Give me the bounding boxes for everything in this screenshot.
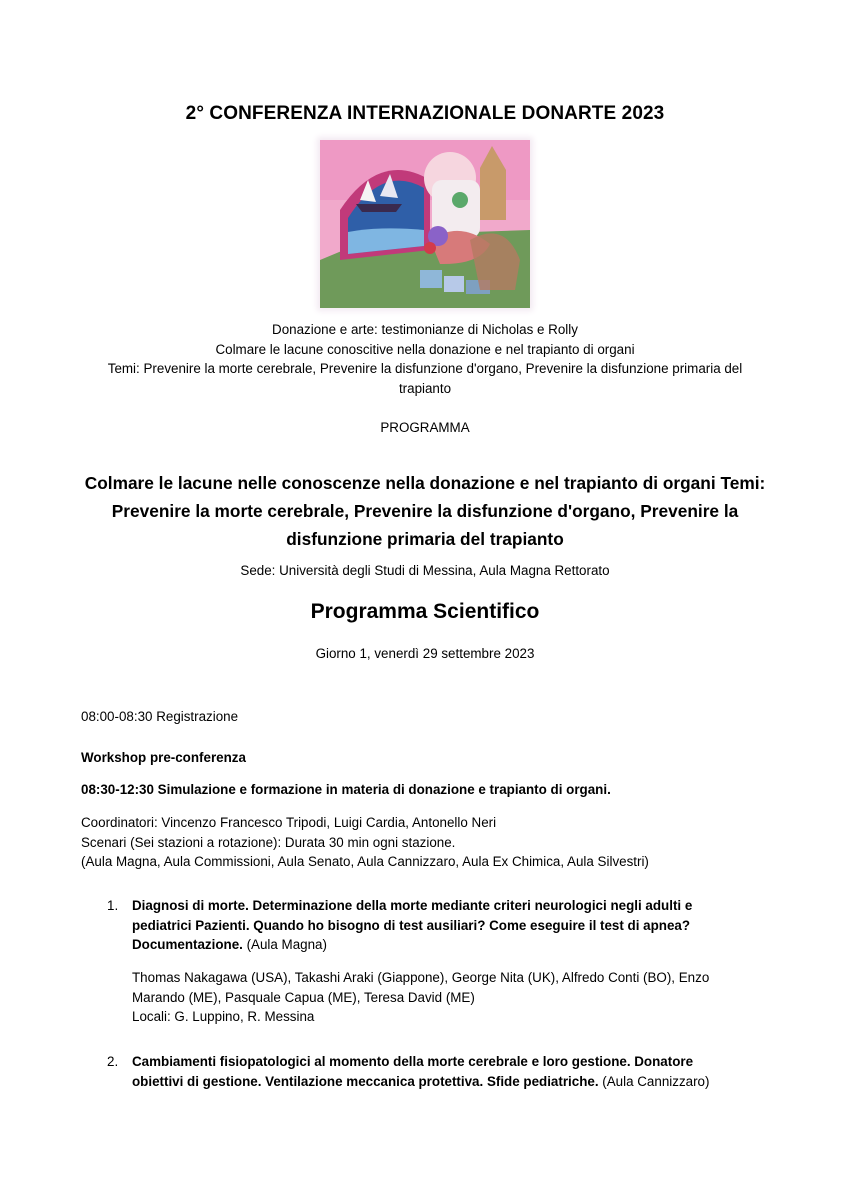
item-title-line: Documentazione. [132, 937, 243, 952]
speakers-line: Thomas Nakagawa (USA), Takashi Araki (Giappone), George Nita (UK), Alfredo Conti (BO), Enzo [132, 970, 710, 985]
item-text [132, 896, 742, 955]
venue-text: Sede: Università degli Studi di Messina, Aula Magna Rettorato [240, 563, 610, 578]
heading-line: Prevenire la morte cerebrale, Prevenire la disfunzione d'organo, Prevenire la [111, 501, 739, 521]
conference-artwork-image [320, 140, 530, 308]
day-date: Giorno 1, venerdì 29 settembre 2023 [315, 646, 535, 661]
coordinators-block [81, 813, 781, 872]
intro-line: Donazione e arte: testimonianze di Nicholas e Rolly [272, 322, 578, 337]
item-title-line: Diagnosi di morte. Determinazione della morte mediante criteri neurologici negli adulti e [132, 898, 693, 913]
heading-line: disfunzione primaria del trapianto [286, 529, 564, 549]
item-number: 1. [107, 898, 119, 913]
section-heading: Programma Scientifico [310, 600, 540, 623]
simulation-session: 08:30-12:30 Simulazione e formazione in materia di donazione e trapianto di organi. [81, 782, 611, 797]
item-room: (Aula Cannizzaro) [598, 1073, 710, 1089]
item-number: 2. [107, 1054, 119, 1069]
heading-line: Colmare le lacune nelle conoscenze nella donazione e nel trapianto di organi Temi: [84, 473, 766, 493]
item-title-last-line [132, 1072, 742, 1092]
intro-line: trapianto [398, 380, 452, 396]
item-title-last-line [132, 935, 742, 955]
item-title-line: Cambiamenti fisiopatologici al momento della morte cerebrale e loro gestione. Donatore [132, 1054, 694, 1069]
item-room: (Aula Magna) [242, 937, 327, 952]
workshop-heading: Workshop pre-conferenza [81, 750, 246, 765]
item-title-line: pediatrici Pazienti. Quando ho bisogno di test ausiliari? Come eseguire il test di apnea? [132, 917, 691, 933]
coordinators-text: Coordinatori: Vincenzo Francesco Tripodi, Luigi Cardia, Antonello Neri [81, 815, 497, 830]
programma-label: PROGRAMMA [380, 420, 470, 435]
item-title-line: obiettivi di gestione. Ventilazione meccanica protettiva. Sfide pediatriche. [132, 1073, 599, 1089]
schedule-registration: 08:00-08:30 Registrazione [81, 709, 239, 724]
item-text [132, 1052, 742, 1091]
intro-line: Temi: Prevenire la morte cerebrale, Prevenire la disfunzione d'organo, Prevenire la disfunzione primaria del [107, 361, 743, 376]
intro-block [0, 320, 850, 398]
conference-title: 2° CONFERENZA INTERNAZIONALE DONARTE 2023 [185, 103, 665, 124]
main-heading [70, 469, 780, 553]
speakers-line: Marando (ME), Pasquale Capua (ME), Teresa David (ME) [132, 989, 475, 1005]
scenarios-text: Scenari (Sei stazioni a rotazione): Durata 30 min ogni stazione. [81, 834, 456, 850]
speakers-block [132, 968, 752, 1027]
intro-line: Colmare le lacune conoscitive nella donazione e nel trapianto di organi [215, 341, 635, 357]
locals-line: Locali: G. Luppino, R. Messina [132, 1009, 315, 1024]
rooms-text: (Aula Magna, Aula Commissioni, Aula Senato, Aula Cannizzaro, Aula Ex Chimica, Aula Silvestri) [81, 854, 649, 869]
